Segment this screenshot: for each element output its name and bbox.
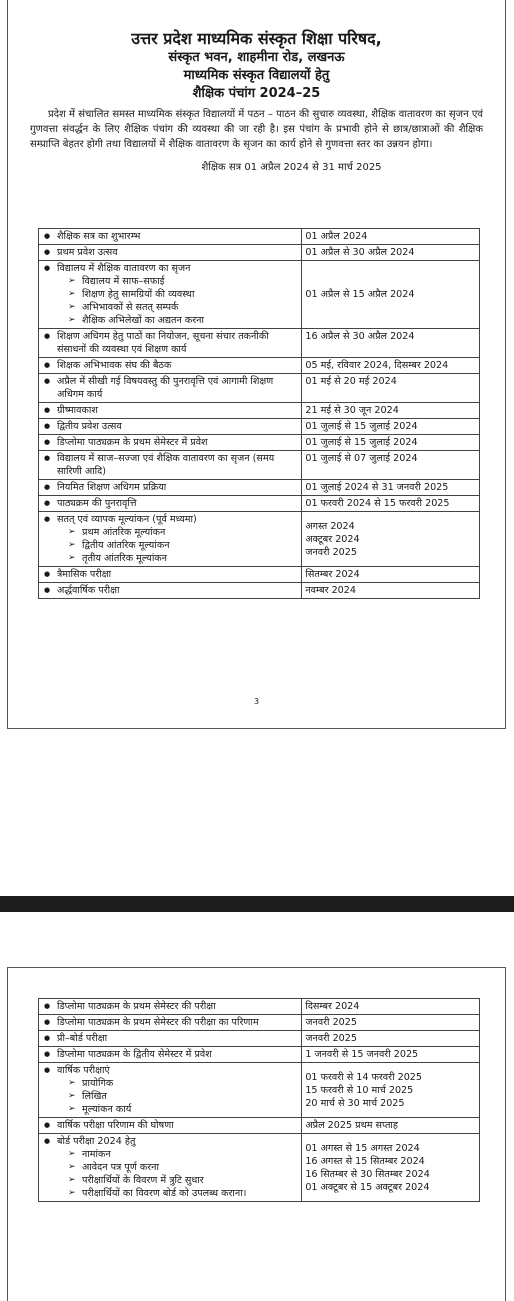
activity-cell <box>39 1031 302 1047</box>
date-cell <box>302 496 480 512</box>
table-row <box>39 583 480 599</box>
date-value: सितम्बर 2024 <box>305 569 360 580</box>
page-number: 3 <box>253 697 260 706</box>
sub-activity: ➢ प्रायोगिक <box>42 1077 298 1090</box>
date-cell <box>302 583 480 599</box>
date-cell <box>302 403 480 419</box>
activity-cell <box>39 419 302 435</box>
date-value: 15 फरवरी से 10 मार्च 2025 <box>305 1084 414 1096</box>
date-value: 16 सितम्बर से 30 सितम्बर 2024 <box>305 1168 430 1180</box>
date-value: अगस्त 2024 <box>305 520 355 532</box>
page-separator <box>0 896 514 912</box>
activity-label: ● डिप्लोमा पाठ्यक्रम के प्रथम सेमेस्टर की परीक्षा का परिणाम <box>42 1016 298 1029</box>
date-cell <box>302 245 480 261</box>
title-schools: माध्यमिक संस्कृत विद्यालयों हेतु <box>183 68 330 83</box>
sub-activity: ➢ द्वितीय आंतरिक मूल्यांकन <box>42 539 298 552</box>
date-value: 05 मई, रविवार 2024, दिसम्बर 2024 <box>305 360 449 371</box>
activity-label: ● सतत् एवं व्यापक मूल्यांकन (पूर्व मध्यमा) <box>42 513 298 526</box>
calendar-table-2 <box>38 998 480 1202</box>
date-cell <box>302 419 480 435</box>
date-cell <box>302 435 480 451</box>
activity-cell <box>39 451 302 480</box>
title-address: संस्कृत भवन, शाहमीना रोड, लखनऊ <box>168 50 345 65</box>
date-value: नवम्बर 2024 <box>305 585 356 596</box>
intro-paragraph: प्रदेश में संचालित समस्त माध्यमिक संस्कृत विद्यालयों में पठन – पाठन की सुचारु व्यवस्था, शैक्षिक वातावरण का सृजन एवं गुणवत्ता संवर्द्धन के लिए शैक्षिक पंचांग की व्यवस्था की जा रही है। इस पंचांग के प्रभावी होने से छात्र/छात्राओं की शैक्षिक सम्प्राप्ति बेहतर होगी तथा विद्यालयों में शैक्षिक वातावरण के सृजन का कार्य होने से गुणवत्ता स्तर का उन्नयन होगा। <box>30 109 483 150</box>
date-cell <box>302 512 480 567</box>
date-value: 01 अप्रैल 2024 <box>305 231 368 242</box>
activity-cell <box>39 567 302 583</box>
date-cell <box>302 1134 480 1202</box>
activity-cell <box>39 512 302 567</box>
table-row <box>39 512 480 567</box>
date-cell <box>302 999 480 1015</box>
activity-cell <box>39 358 302 374</box>
activity-cell <box>39 999 302 1015</box>
session-line: शैक्षिक सत्र 01 अप्रैल 2024 से 31 मार्च 2025 <box>201 162 382 173</box>
sub-activity: ➢ नामांकन <box>42 1148 298 1161</box>
activity-cell <box>39 1015 302 1031</box>
date-value: 01 फरवरी से 14 फरवरी 2025 <box>305 1071 423 1083</box>
activity-label: ● विद्यालय में शैक्षिक वातावरण का सृजन <box>42 262 298 275</box>
date-cell <box>302 1047 480 1063</box>
table-row <box>39 358 480 374</box>
sub-activity: ➢ मूल्यांकन कार्य <box>42 1103 298 1116</box>
date-value: 01 अप्रैल से 15 अप्रैल 2024 <box>305 289 415 300</box>
activity-label: ● ग्रीष्मावकाश <box>42 404 298 417</box>
date-value: अक्टूबर 2024 <box>305 533 360 545</box>
date-value: 01 जुलाई से 07 जुलाई 2024 <box>305 453 418 464</box>
activity-label: ● डिप्लोमा पाठ्यक्रम के द्वितीय सेमेस्टर में प्रवेश <box>42 1048 298 1061</box>
activity-label: ● विद्यालय में साज–सज्जा एवं शैक्षिक वातावरण का सृजन (समय सारिणी आदि) <box>42 452 298 478</box>
date-cell <box>302 1015 480 1031</box>
date-value: 01 मई से 20 मई 2024 <box>305 376 397 387</box>
title-council: उत्तर प्रदेश माध्यमिक संस्कृत शिक्षा परिषद, <box>131 29 382 48</box>
table-row <box>39 419 480 435</box>
date-cell <box>302 1063 480 1118</box>
activity-label: ● बोर्ड परीक्षा 2024 हेतु <box>42 1135 298 1148</box>
table-row <box>39 403 480 419</box>
date-cell <box>302 480 480 496</box>
document-page-2 <box>7 967 506 1301</box>
date-cell <box>302 329 480 358</box>
calendar-table-1 <box>38 228 480 599</box>
table-row <box>39 451 480 480</box>
date-cell <box>302 229 480 245</box>
activity-cell <box>39 1047 302 1063</box>
sub-activity: ➢ तृतीय आंतरिक मूल्यांकन <box>42 552 298 565</box>
activity-label: ● अर्द्धवार्षिक परीक्षा <box>42 584 298 597</box>
table-row <box>39 261 480 329</box>
activity-label: ● वार्षिक परीक्षा परिणाम की घोषणा <box>42 1119 298 1132</box>
document-page-1 <box>7 0 506 729</box>
activity-cell <box>39 229 302 245</box>
date-value: 01 अक्टूबर से 15 अक्टूबर 2024 <box>305 1181 430 1193</box>
activity-label: ● प्रथम प्रवेश उत्सव <box>42 246 298 259</box>
date-value: जनवरी 2025 <box>305 546 357 558</box>
activity-label: ● पाठ्यक्रम की पुनरावृत्ति <box>42 497 298 510</box>
activity-label: ● डिप्लोमा पाठ्यक्रम के प्रथम सेमेस्टर में प्रवेश <box>42 436 298 449</box>
sub-activity: ➢ लिखित <box>42 1090 298 1103</box>
date-value: 01 जुलाई से 15 जुलाई 2024 <box>305 437 418 448</box>
activity-label: ● त्रैमासिक परीक्षा <box>42 568 298 581</box>
date-cell <box>302 451 480 480</box>
date-value: 01 अप्रैल से 30 अप्रैल 2024 <box>305 247 415 258</box>
date-value: 01 अगस्त से 15 अगस्त 2024 <box>305 1142 420 1154</box>
date-cell <box>302 374 480 403</box>
date-value: 01 जुलाई 2024 से 31 जनवरी 2025 <box>305 482 449 493</box>
date-value: 01 जुलाई से 15 जुलाई 2024 <box>305 421 418 432</box>
activity-cell <box>39 403 302 419</box>
sub-activity: ➢ शैक्षिक अभिलेखों का अद्यतन करना <box>42 314 298 327</box>
date-cell <box>302 358 480 374</box>
date-value: 20 मार्च से 30 मार्च 2025 <box>305 1097 405 1109</box>
date-value: जनवरी 2025 <box>305 1017 357 1028</box>
table-row <box>39 1134 480 1202</box>
activity-cell <box>39 374 302 403</box>
activity-cell <box>39 1134 302 1202</box>
sub-activity: ➢ विद्यालय में साफ–सफाई <box>42 275 298 288</box>
table-row <box>39 1031 480 1047</box>
activity-label: ● शिक्षण अधिगम हेतु पाठों का नियोजन, सूचना संचार तकनीकी संसाधनों की व्यवस्था एवं शिक्षण कार्य <box>42 330 298 356</box>
activity-cell <box>39 261 302 329</box>
date-value: 16 अप्रैल से 30 अप्रैल 2024 <box>305 331 415 342</box>
table-row <box>39 374 480 403</box>
date-value: 21 मई से 30 जून 2024 <box>305 405 399 416</box>
activity-label: ● शिक्षक अभिभावक संघ की बैठक <box>42 359 298 372</box>
activity-cell <box>39 480 302 496</box>
table-row <box>39 329 480 358</box>
table-row <box>39 496 480 512</box>
table-row <box>39 435 480 451</box>
activity-label: ● डिप्लोमा पाठ्यक्रम के प्रथम सेमेस्टर की परीक्षा <box>42 1000 298 1013</box>
date-value: अप्रैल 2025 प्रथम सप्ताह <box>305 1120 398 1131</box>
sub-activity: ➢ परीक्षार्थियों का विवरण बोर्ड को उपलब्ध कराना। <box>42 1187 298 1200</box>
activity-label: ● द्वितीय प्रवेश उत्सव <box>42 420 298 433</box>
date-value: 16 अगस्त से 15 सितम्बर 2024 <box>305 1155 425 1167</box>
sub-activity: ➢ प्रथम आंतरिक मूल्यांकन <box>42 526 298 539</box>
sub-activity: ➢ आवेदन पत्र पूर्ण करना <box>42 1161 298 1174</box>
table-row <box>39 1047 480 1063</box>
activity-label: ● शैक्षिक सत्र का शुभारम्भ <box>42 230 298 243</box>
date-cell <box>302 261 480 329</box>
activity-label: ● प्री–बोर्ड परीक्षा <box>42 1032 298 1045</box>
activity-cell <box>39 1063 302 1118</box>
activity-cell <box>39 435 302 451</box>
date-value: दिसम्बर 2024 <box>305 1001 360 1012</box>
activity-cell <box>39 583 302 599</box>
table-row <box>39 1063 480 1118</box>
activity-label: ● नियमित शिक्षण अधिगम प्रक्रिया <box>42 481 298 494</box>
table-row <box>39 480 480 496</box>
table-row <box>39 229 480 245</box>
activity-cell <box>39 245 302 261</box>
table-row <box>39 567 480 583</box>
date-value: जनवरी 2025 <box>305 1033 357 1044</box>
activity-cell <box>39 496 302 512</box>
activity-cell <box>39 1118 302 1134</box>
activity-cell <box>39 329 302 358</box>
date-cell <box>302 1118 480 1134</box>
sub-activity: ➢ शिक्षण हेतु सामग्रियों की व्यवस्था <box>42 288 298 301</box>
activity-label: ● वार्षिक परीक्षाएं <box>42 1064 298 1077</box>
table-row <box>39 1015 480 1031</box>
activity-label: ● अप्रैल में सीखी गई विषयवस्तु की पुनरावृत्ति एवं आगामी शिक्षण अधिगम कार्य <box>42 375 298 401</box>
date-cell <box>302 1031 480 1047</box>
table-row <box>39 999 480 1015</box>
title-calendar: शैक्षिक पंचांग 2024–25 <box>192 86 321 101</box>
date-value: 1 जनवरी से 15 जनवरी 2025 <box>305 1049 419 1060</box>
sub-activity: ➢ अभिभावकों से सतत् सम्पर्क <box>42 301 298 314</box>
document-header <box>8 28 505 103</box>
table-row <box>39 245 480 261</box>
sub-activity: ➢ परीक्षार्थियों के विवरण में त्रुटि सुधार <box>42 1174 298 1187</box>
date-value: 01 फरवरी 2024 से 15 फरवरी 2025 <box>305 498 450 509</box>
table-row <box>39 1118 480 1134</box>
date-cell <box>302 567 480 583</box>
